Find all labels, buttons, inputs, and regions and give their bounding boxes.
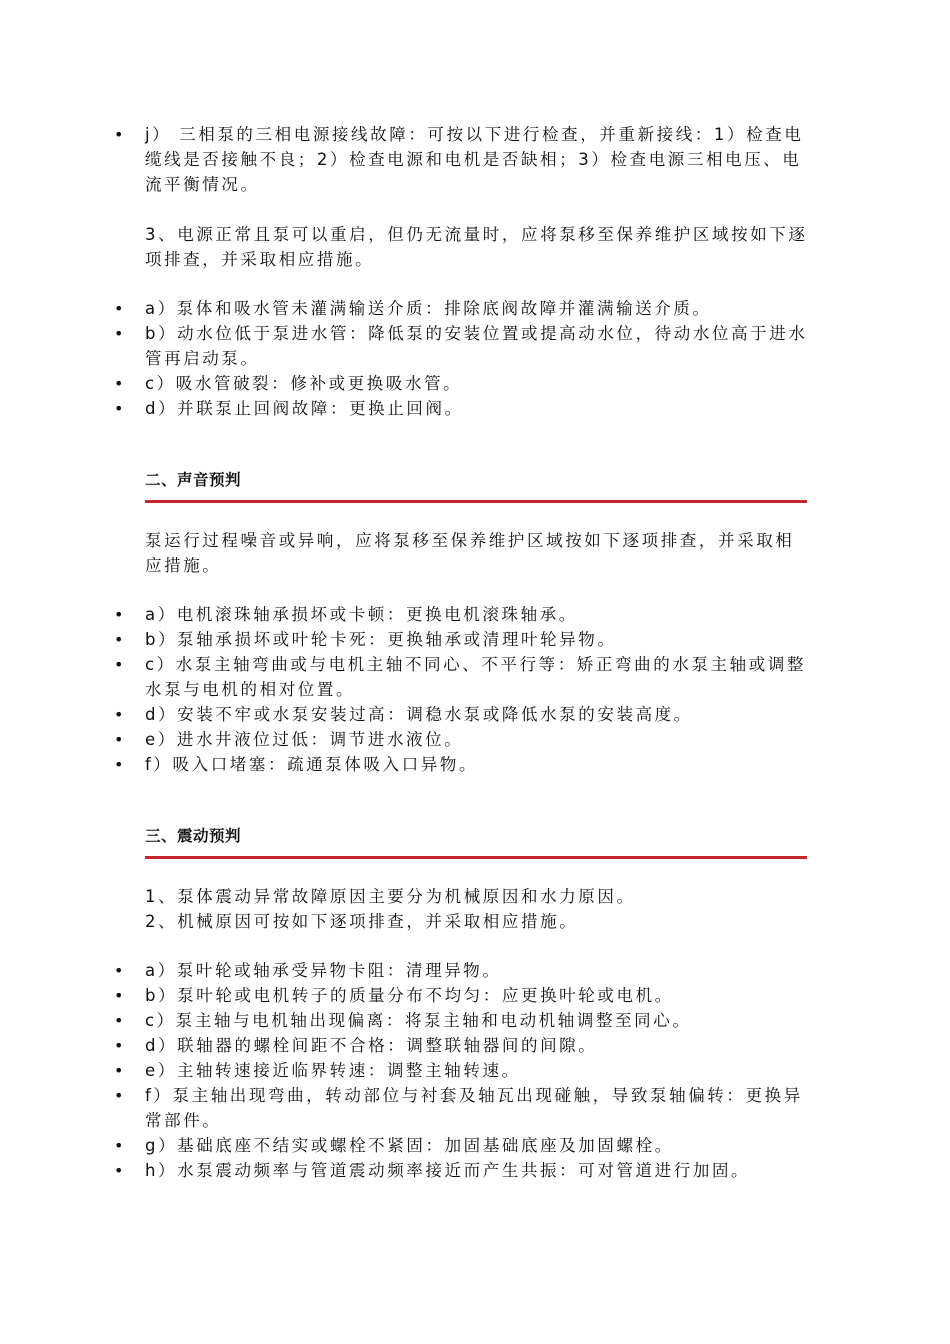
- list-item-text: h）水泵震动频率与管道震动频率接近而产生共振：可对管道进行加固。: [145, 1161, 751, 1180]
- list-item: [114, 1083, 810, 1133]
- list-item: [114, 602, 810, 627]
- paragraph-step-1: 1、泵体震动异常故障原因主要分为机械原因和水力原因。: [145, 887, 636, 906]
- bullet-icon: •: [114, 755, 124, 774]
- list-item: [114, 958, 810, 983]
- bullet-icon: •: [114, 1061, 124, 1080]
- bullet-icon: •: [114, 1011, 124, 1030]
- bullet-icon: •: [114, 399, 124, 418]
- list-item-text: d）安装不牢或水泵安装过高：调稳水泵或降低水泵的安装高度。: [145, 705, 693, 724]
- bullet-icon: •: [114, 125, 124, 144]
- list-item: [114, 396, 810, 421]
- document-body: [114, 122, 810, 1183]
- list-item: [114, 1133, 810, 1158]
- list-item-j: [114, 122, 810, 197]
- list-item-text: d）联轴器的螺栓间距不合格：调整联轴器间的间隙。: [145, 1036, 598, 1055]
- bullet-icon: •: [114, 961, 124, 980]
- section-heading-sound: 二、声音预判: [145, 469, 807, 503]
- list-item: [114, 296, 810, 321]
- list-item-text: a）泵体和吸水管未灌满输送介质：排除底阀故障并灌满输送介质。: [145, 299, 712, 318]
- bullet-icon: •: [114, 705, 124, 724]
- list-item-text: b）泵轴承损坏或叶轮卡死：更换轴承或清理叶轮异物。: [145, 630, 617, 649]
- list-item: [114, 752, 810, 777]
- bullet-icon: •: [114, 324, 124, 343]
- list-item-text: b）动水位低于泵进水管：降低泵的安装位置或提高动水位，待动水位高于进水管再启动泵。: [145, 324, 808, 368]
- list-item: [114, 652, 810, 702]
- list-item: [114, 1033, 810, 1058]
- list-item: [114, 983, 810, 1008]
- list-item-text: c）水泵主轴弯曲或与电机主轴不同心、不平行等：矫正弯曲的水泵主轴或调整水泵与电机的相对位置。: [145, 655, 807, 699]
- list-item-text: f）吸入口堵塞：疏通泵体吸入口异物。: [145, 755, 479, 774]
- paragraph-step-2: 2、机械原因可按如下逐项排查，并采取相应措施。: [145, 912, 579, 931]
- list-item-text: e）进水井液位过低：调节进水液位。: [145, 730, 464, 749]
- list-item-text: j） 三相泵的三相电源接线故障：可按以下进行检查，并重新接线：1）检查电缆线是否接触不良；2）检查电源和电机是否缺相；3）检查电源三相电压、电流平衡情况。: [145, 125, 804, 194]
- bullet-icon: •: [114, 655, 124, 674]
- bullet-icon: •: [114, 1161, 124, 1180]
- list-item: [114, 371, 810, 396]
- bullet-icon: •: [114, 605, 124, 624]
- bullet-icon: •: [114, 986, 124, 1005]
- list-item-text: f）泵主轴出现弯曲，转动部位与衬套及轴瓦出现碰触，导致泵轴偏转：更换异常部件。: [145, 1086, 803, 1130]
- list-item: [114, 627, 810, 652]
- list-item-text: g）基础底座不结实或螺栓不紧固：加固基础底座及加固螺栓。: [145, 1136, 674, 1155]
- list-item: [114, 321, 810, 371]
- paragraph-step-3: 3、电源正常且泵可以重启，但仍无流量时，应将泵移至保养维护区域按如下逐项排查，并采取相应措施。: [145, 225, 808, 269]
- bullet-icon: •: [114, 299, 124, 318]
- bullet-icon: •: [114, 1086, 124, 1105]
- list-item-text: c）吸水管破裂：修补或更换吸水管。: [145, 374, 463, 393]
- bullet-icon: •: [114, 1136, 124, 1155]
- list-item: [114, 1008, 810, 1033]
- list-item-text: c）泵主轴与电机轴出现偏离：将泵主轴和电动机轴调整至同心。: [145, 1011, 692, 1030]
- list-item-text: a）泵叶轮或轴承受异物卡阻：清理异物。: [145, 961, 502, 980]
- bullet-icon: •: [114, 730, 124, 749]
- list-item-text: d）并联泵止回阀故障：更换止回阀。: [145, 399, 464, 418]
- bullet-icon: •: [114, 374, 124, 393]
- bullet-icon: •: [114, 1036, 124, 1055]
- list-item-text: b）泵叶轮或电机转子的质量分布不均匀：应更换叶轮或电机。: [145, 986, 674, 1005]
- list-item: [114, 1158, 810, 1183]
- section-heading-vibration: 三、震动预判: [145, 825, 807, 859]
- list-item: [114, 727, 810, 752]
- list-item: [114, 1058, 810, 1083]
- list-item: [114, 702, 810, 727]
- list-item-text: a）电机滚珠轴承损坏或卡顿：更换电机滚珠轴承。: [145, 605, 578, 624]
- list-item-text: e）主轴转速接近临界转速：调整主轴转速。: [145, 1061, 521, 1080]
- bullet-icon: •: [114, 630, 124, 649]
- section-intro: 泵运行过程噪音或异响，应将泵移至保养维护区域按如下逐项排查，并采取相应措施。: [145, 531, 795, 575]
